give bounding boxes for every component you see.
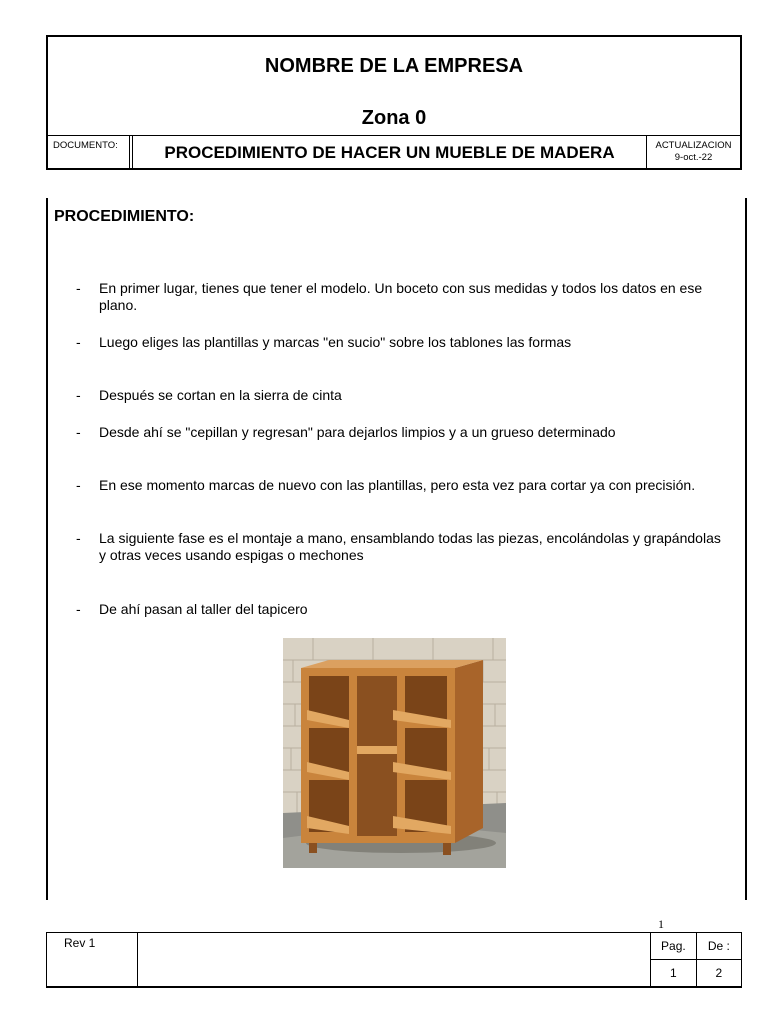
document-header: [46, 35, 742, 170]
bullet-dash: -: [76, 530, 81, 546]
document-label: DOCUMENTO:: [48, 136, 130, 168]
section-title: PROCEDIMIENTO:: [54, 208, 195, 225]
update-date: 9-oct.-22: [674, 152, 713, 163]
page-marker: 1: [658, 917, 664, 931]
step-text: En ese momento marcas de nuevo con las plantillas, pero esta vez para cortar ya con precisión.: [99, 477, 696, 493]
bullet-dash: -: [76, 477, 81, 493]
wooden-cubby-shelf-photo: [283, 638, 506, 868]
bullet-dash: -: [76, 601, 81, 617]
body-frame-right-line: [745, 198, 747, 900]
page-count-table: [650, 932, 742, 987]
bullet-dash: -: [76, 280, 81, 296]
document-footer: [46, 932, 742, 987]
update-cell: [646, 136, 740, 168]
step-text: En primer lugar, tienes que tener el modelo. Un boceto con sus medidas y todos los datos en ese plano.: [99, 280, 703, 313]
page-label: Pag.: [651, 933, 697, 960]
page-value: 1: [651, 960, 697, 987]
header-info-row: [48, 135, 740, 168]
footer-left-border: [46, 932, 47, 987]
bullet-dash: -: [76, 334, 81, 350]
zone-label: Zona 0: [361, 107, 427, 129]
step-text: Luego eliges las plantillas y marcas "en sucio" sobre los tablones las formas: [99, 334, 572, 350]
bullet-dash: -: [76, 424, 81, 440]
footer-bottom-line: [46, 986, 742, 988]
footer-divider: [137, 932, 138, 987]
revision-label: Rev 1: [64, 936, 96, 950]
step-text: Desde ahí se "cepillan y regresan" para dejarlos limpios y a un grueso determinado: [99, 424, 616, 440]
of-label: De :: [696, 933, 741, 960]
step-text: Después se cortan en la sierra de cinta: [99, 387, 342, 403]
footer-top-line: [46, 932, 742, 933]
document-title: PROCEDIMIENTO DE HACER UN MUEBLE DE MADERA: [164, 143, 615, 162]
company-name: NOMBRE DE LA EMPRESA: [264, 55, 524, 77]
step-text: La siguiente fase es el montaje a mano, ensamblando todas las piezas, encolándolas y grapándolas y otras veces usando espigas o mechones: [99, 530, 721, 563]
step-text: De ahí pasan al taller del tapicero: [99, 601, 308, 617]
bullet-dash: -: [76, 387, 81, 403]
body-frame-left-line: [46, 198, 48, 900]
update-label: ACTUALIZACION: [655, 140, 732, 151]
of-value: 2: [696, 960, 741, 987]
